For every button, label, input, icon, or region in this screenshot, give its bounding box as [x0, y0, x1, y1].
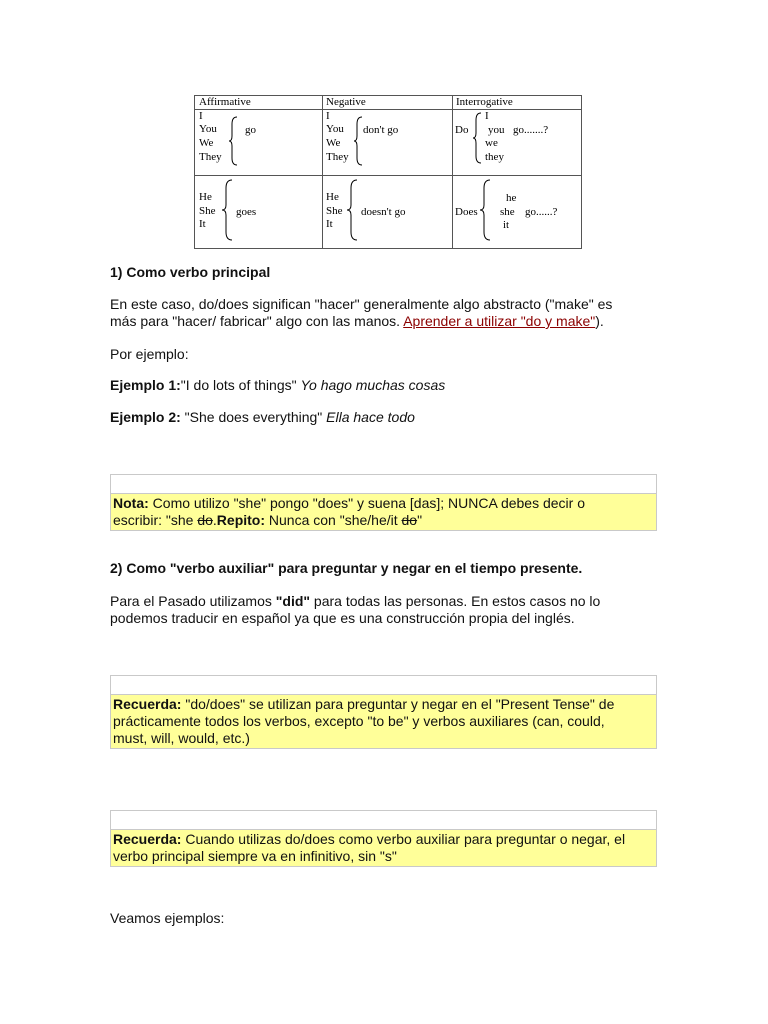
pronoun: He — [199, 191, 212, 203]
nota-line2 — [113, 512, 654, 529]
section1-paragraph-line2 — [110, 313, 604, 330]
table-divider — [195, 109, 581, 110]
recuerda-text: Cuando utilizas do/does como verbo auxiliar para preguntar o negar, el — [181, 831, 626, 847]
recuerda-box-2 — [110, 810, 657, 867]
brace-icon — [480, 179, 492, 241]
section2-paragraph-line1 — [110, 593, 600, 610]
nota-text: . — [212, 512, 217, 528]
pronoun: he — [506, 192, 517, 204]
pronoun: She — [199, 205, 216, 217]
verb: goes — [236, 206, 257, 218]
nota-box — [110, 474, 657, 531]
paragraph-text: más para "hacer/ fabricar" algo con las manos. — [110, 313, 404, 329]
brace-icon — [222, 179, 234, 241]
example-1-translation: Yo hago muchas cosas — [300, 377, 446, 393]
recuerda-label: Recuerda: — [113, 831, 182, 847]
box-header-strip — [111, 811, 656, 830]
nota-text: " — [417, 512, 423, 528]
pronoun: We — [326, 137, 341, 149]
pronoun: she — [500, 206, 515, 218]
pronoun: I — [199, 110, 203, 122]
pronoun: I — [326, 110, 330, 122]
aux-verb: Does — [455, 206, 478, 218]
brace-icon — [229, 116, 239, 166]
pronoun: I — [485, 110, 489, 122]
veamos-ejemplos: Veamos ejemplos: — [110, 910, 225, 926]
recuerda-box-1 — [110, 675, 657, 749]
pronoun: it — [503, 219, 510, 231]
example-2-label: Ejemplo 2: — [110, 409, 181, 425]
pronoun: You — [199, 123, 217, 135]
recuerda-1-body — [111, 695, 656, 748]
struck-word: do — [401, 512, 418, 528]
pronoun: we — [485, 137, 498, 149]
nota-body — [111, 494, 656, 530]
aux-verb: Do — [455, 124, 469, 136]
verb: don't go — [363, 124, 399, 136]
nota-text: Nunca con "she/he/it — [265, 512, 402, 528]
example-2-translation: Ella hace todo — [326, 409, 415, 425]
pronoun: We — [199, 137, 214, 149]
section1-paragraph-line1: En este caso, do/does significan "hacer" generalmente algo abstracto ("make" es — [110, 296, 613, 312]
example-2 — [110, 409, 415, 426]
recuerda-1-line3: must, will, would, etc.) — [113, 730, 250, 746]
verb: go.......? — [513, 124, 549, 136]
nota-line1 — [113, 495, 654, 512]
conjugation-table — [194, 95, 582, 249]
recuerda-1-line2: prácticamente todos los verbos, excepto "to be" y verbos auxiliares (can, could, — [113, 713, 605, 729]
pronoun: He — [326, 191, 339, 203]
header-negative: Negative — [326, 96, 366, 108]
pronoun: She — [326, 205, 343, 217]
por-ejemplo: Por ejemplo: — [110, 346, 189, 362]
section2-heading: 2) Como "verbo auxiliar" para preguntar y negar en el tiempo presente. — [110, 560, 583, 576]
recuerda-2-line1 — [113, 831, 654, 848]
table-divider — [195, 175, 581, 176]
repito-label: Repito: — [216, 512, 266, 528]
example-1-text: "I do lots of things" — [180, 377, 301, 393]
do-make-link[interactable]: Aprender a utilizar "do y make" — [403, 313, 596, 329]
pronoun: They — [199, 151, 222, 163]
nota-text: escribir: "she — [113, 512, 198, 528]
verb: go — [245, 124, 256, 136]
recuerda-text: "do/does" se utilizan para preguntar y negar en el "Present Tense" de — [181, 696, 615, 712]
header-affirmative: Affirmative — [199, 96, 251, 108]
verb: go......? — [525, 206, 558, 218]
did-keyword: "did" — [275, 593, 311, 609]
nota-label: Nota: — [113, 495, 149, 511]
recuerda-2-line2: verbo principal siempre va en infinitivo, sin "s" — [113, 848, 397, 864]
paragraph-text: ). — [595, 313, 604, 329]
example-2-text: "She does everything" — [180, 409, 327, 425]
example-1 — [110, 377, 445, 394]
pronoun: It — [326, 218, 333, 230]
section2-paragraph-line2: podemos traducir en español ya que es una construcción propia del inglés. — [110, 610, 575, 626]
recuerda-2-body — [111, 830, 656, 866]
verb: doesn't go — [361, 206, 406, 218]
brace-icon — [347, 179, 359, 241]
example-1-label: Ejemplo 1: — [110, 377, 181, 393]
paragraph-text: Para el Pasado utilizamos — [110, 593, 276, 609]
pronoun: You — [326, 123, 344, 135]
table-divider — [452, 96, 453, 248]
section1-heading: 1) Como verbo principal — [110, 264, 271, 280]
paragraph-text: para todas las personas. En estos casos no lo — [310, 593, 601, 609]
box-header-strip — [111, 676, 656, 695]
pronoun: It — [199, 218, 206, 230]
pronoun: they — [485, 151, 504, 163]
pronoun: They — [326, 151, 349, 163]
struck-word: do — [197, 512, 213, 528]
header-interrogative: Interrogative — [456, 96, 513, 108]
recuerda-label: Recuerda: — [113, 696, 182, 712]
box-header-strip — [111, 475, 656, 494]
brace-icon — [473, 112, 483, 164]
pronoun: you — [488, 124, 505, 136]
nota-text: Como utilizo "she" pongo "does" y suena [das]; NUNCA debes decir o — [148, 495, 586, 511]
table-divider — [322, 96, 323, 248]
recuerda-1-line1 — [113, 696, 654, 713]
